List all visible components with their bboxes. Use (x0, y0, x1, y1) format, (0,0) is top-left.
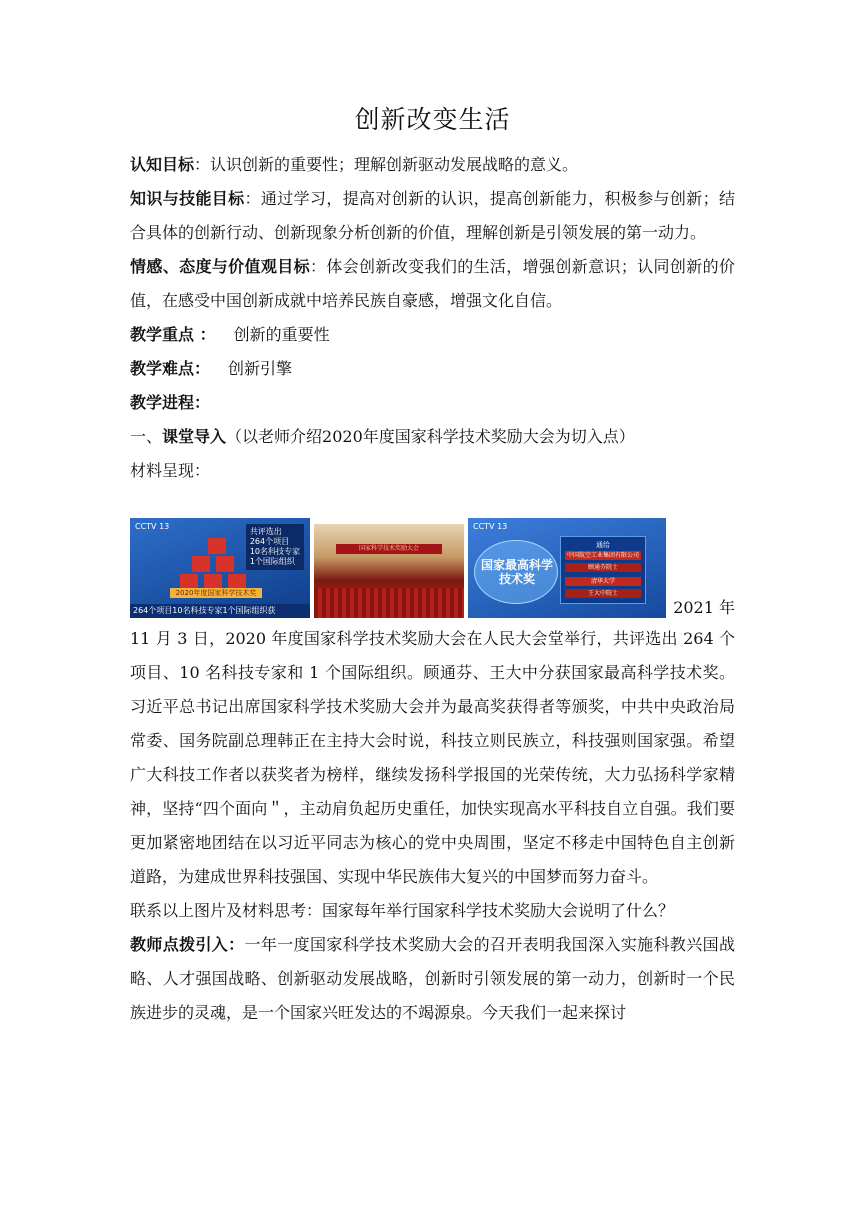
skills-goal-text: ：通过学习，提高对创新的认识，提高创新能力，积极参与创新；结合具体的创新行动、创新现象分析创新的价值，理解创新是引领发展的第一动力。 (130, 189, 735, 242)
difficulty-label: 教学难点： (130, 359, 211, 378)
page-title: 创新改变生活 (354, 105, 511, 134)
stats-line: 264个项目 (249, 537, 290, 546)
key-point-text: 创新的重要性 (233, 325, 330, 344)
award-banner: 2020年度国家科学技术奖 (170, 588, 262, 598)
award-stats-image (130, 518, 310, 618)
skills-goal (130, 182, 735, 250)
document-page (130, 100, 735, 1030)
values-goal-text: ：体会创新改变我们的生活，增强创新意识；认同创新的价值，在感受中国创新成就中培养民族自豪感，增强文化自信。 (130, 257, 735, 310)
great-hall-image (314, 524, 464, 618)
cctv-logo-icon: CCTV 13 (135, 522, 170, 531)
question: 联系以上图片及材料思考：国家每年举行国家科学技术奖励大会说明了什么？ (130, 901, 675, 920)
teacher-guidance (130, 928, 735, 1030)
skills-goal-label: 知识与技能目标 (130, 189, 245, 208)
process-heading (130, 386, 735, 420)
section-1-prefix: 一、 (130, 427, 163, 446)
award-block-icon (192, 556, 210, 572)
cognitive-goal-text: ：认识创新的重要性；理解创新驱动发展战略的意义。 (194, 155, 579, 174)
material-label: 材料呈现： (130, 461, 211, 480)
panel-line: 顾通芬院士 (565, 563, 641, 572)
key-point-label: 教学重点 ： (130, 325, 216, 344)
paragraph-tail: 2021 年 (673, 598, 735, 617)
teacher-guidance-text: 一年一度国家科学技术奖励大会的召开表明我国深入实施科教兴国战略、人才强国战略、创新驱动发展战略，创新时引领发展的第一动力，创新时一个民族进步的灵魂，是一个国家兴旺发达的不竭源泉。今天我们一起来探讨 (130, 935, 735, 1022)
material-paragraph: 11 月 3 日，2020 年度国家科学技术奖励大会在人民大会堂举行，共评选出 264 个项目、10 名科技专家和 1 个国际组织。顾通芬、王大中分获国家最高科学技术奖。习近平总书记出席国家科学技术奖励大会并为最高奖获得者等颁奖，中共中央政治局常委、国务院副总理韩正在主持大会时说，科技立则民族立，科技强则国家强。希望广大科技工作者以获奖者为榜样，继续发扬科学报国的光荣传统，大力弘扬科学家精神，坚持“四个面向＂，主动肩负起历史重任，加快实现高水平科技自立自强。我们要更加紧密地团结在以习近平同志为核心的党中央周围，坚定不移走中国特色自主创新道路，为建成世界科技强国、实现中华民族伟大复兴的中国梦而努力奋斗。 (130, 629, 735, 886)
award-circle-text: 国家最高科学技术奖 (480, 558, 553, 586)
process-label: 教学进程： (130, 393, 211, 412)
panel-head: 通给 (596, 541, 610, 549)
section-1-heading (130, 420, 735, 454)
section-1-label: 课堂导入 (162, 427, 227, 446)
image-row (130, 518, 735, 618)
panel-line: 清华大学 (565, 577, 641, 586)
panel-line: 中国航空工业集团有限公司 (566, 552, 639, 559)
image-caption: 264个项目10名科技专家1个国际组织获 (130, 604, 310, 618)
teacher-guidance-label: 教师点拨引入： (130, 935, 245, 954)
hall-seats (314, 588, 464, 618)
stats-line: 共评选出 (249, 527, 282, 536)
values-goal-label: 情感、态度与价值观目标 (130, 257, 310, 276)
panel-line: 王大中院士 (565, 589, 641, 598)
winners-panel (560, 536, 646, 604)
key-point (130, 318, 735, 352)
stats-badge (246, 524, 304, 570)
cognitive-goal-label: 认知目标 (130, 155, 195, 174)
paragraph-start (666, 598, 735, 618)
difficulty (130, 352, 735, 386)
award-block-icon (208, 538, 226, 554)
difficulty-text: 创新引擎 (228, 359, 293, 378)
section-1-text: （以老师介绍2020年度国家科学技术奖励大会为切入点） (226, 427, 635, 446)
stats-line: 1个国际组织 (249, 557, 295, 566)
top-award-image (468, 518, 666, 618)
cognitive-goal (130, 148, 735, 182)
cctv-logo-icon: CCTV 13 (473, 522, 508, 531)
values-goal (130, 250, 735, 318)
stats-line: 10名科技专家 (249, 547, 300, 556)
award-block-icon (216, 556, 234, 572)
hall-banner: 国家科学技术奖励大会 (336, 544, 442, 554)
